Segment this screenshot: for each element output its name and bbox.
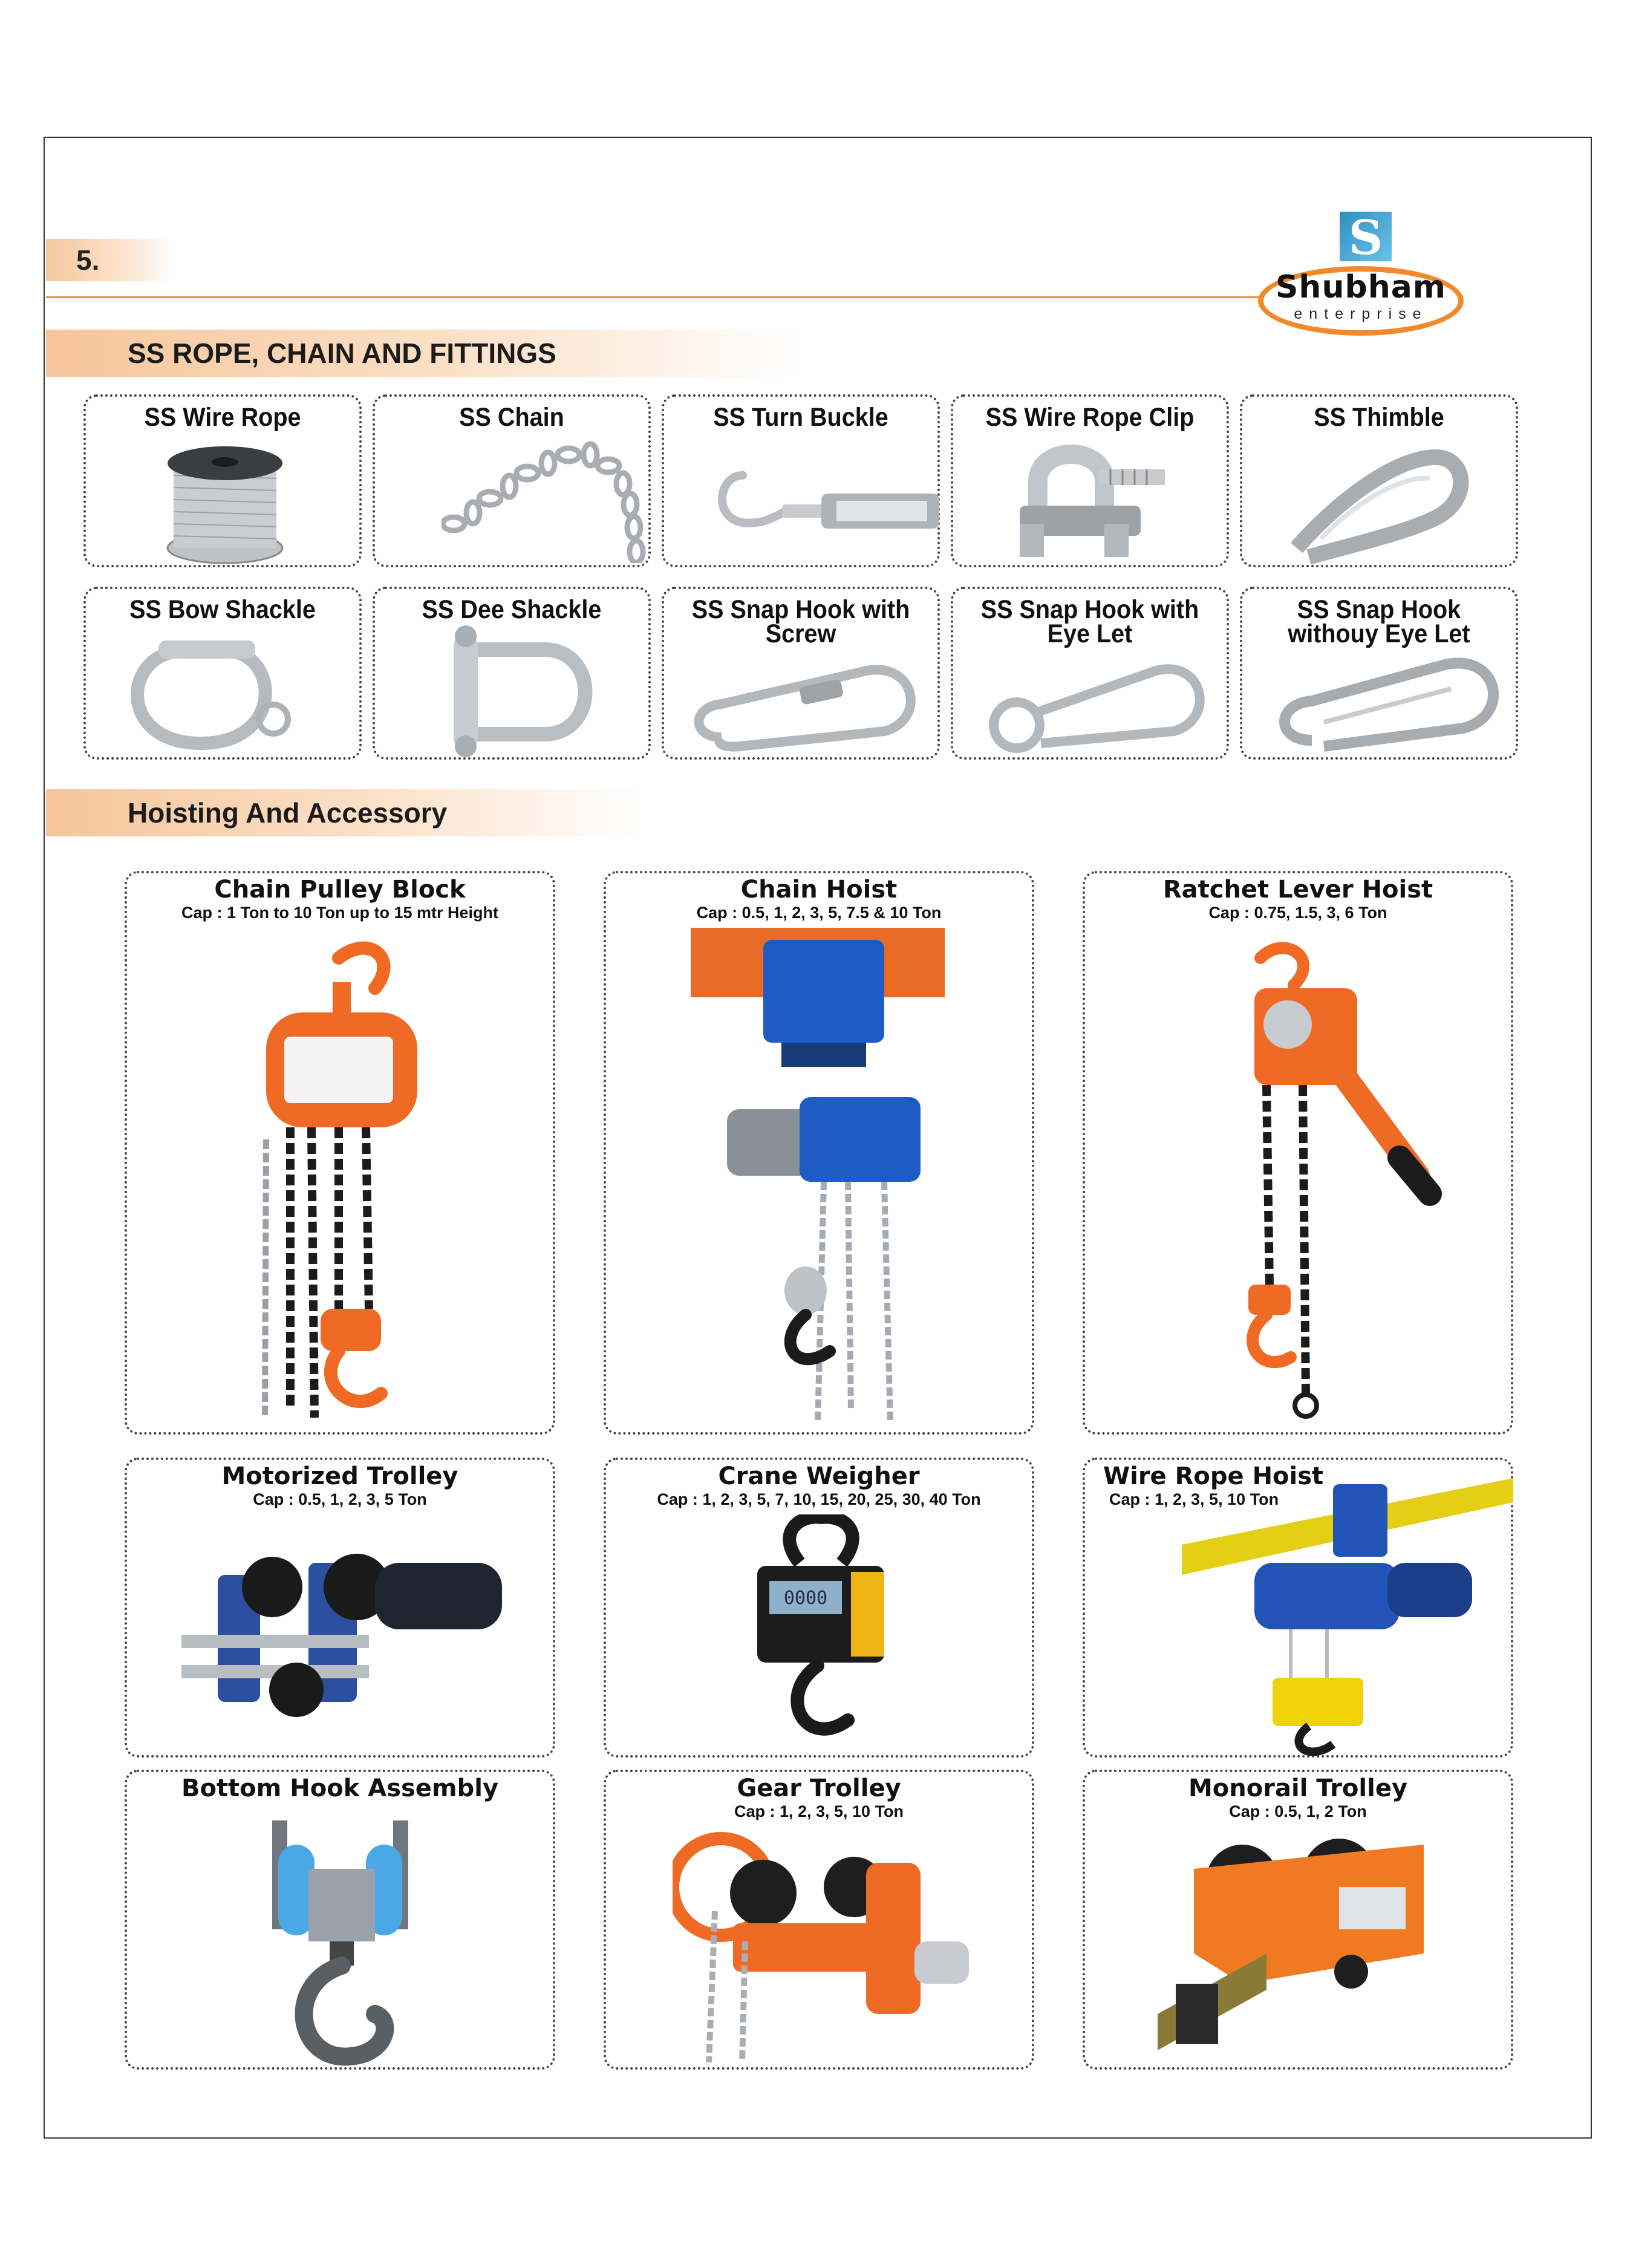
product-card-chain-pulley-block[interactable] bbox=[125, 871, 555, 1435]
wire-rope-clip-image bbox=[1014, 433, 1177, 566]
product-card-ratchet-lever-hoist[interactable] bbox=[1083, 871, 1513, 1435]
bow-shackle-image bbox=[122, 628, 328, 758]
product-card-snap-hook-eye-let[interactable] bbox=[951, 587, 1229, 760]
product-title: SS Wire Rope bbox=[144, 403, 301, 432]
product-card-bow-shackle[interactable] bbox=[83, 587, 362, 760]
product-card-turn-buckle[interactable] bbox=[662, 394, 940, 567]
chain-hoist-image bbox=[691, 928, 945, 1430]
product-card-monorail-trolley[interactable] bbox=[1083, 1770, 1513, 2070]
product-card-bottom-hook-assembly[interactable] bbox=[125, 1770, 555, 2070]
product-card-gear-trolley[interactable] bbox=[604, 1770, 1034, 2070]
section-fittings bbox=[46, 330, 802, 377]
dee-shackle-image bbox=[429, 625, 611, 758]
product-card-snap-hook-screw[interactable] bbox=[662, 587, 940, 760]
product-card-chain-hoist[interactable] bbox=[604, 871, 1034, 1435]
brand-subtitle: enterprise bbox=[1294, 305, 1428, 322]
product-title: Ratchet Lever Hoist bbox=[1162, 876, 1433, 904]
turn-buckle-image bbox=[706, 451, 939, 560]
page-number-tab bbox=[46, 239, 173, 281]
product-card-chain[interactable] bbox=[373, 394, 651, 567]
product-card-dee-shackle[interactable] bbox=[373, 587, 651, 760]
product-title: Motorized Trolley bbox=[221, 1462, 458, 1490]
gear-trolley-image bbox=[673, 1820, 975, 2068]
product-title: Wire Rope Hoist bbox=[1103, 1462, 1324, 1490]
brand-name: Shubham bbox=[1275, 269, 1446, 305]
bottom-hook-assembly-image bbox=[272, 1820, 417, 2068]
product-card-wire-rope-clip[interactable] bbox=[951, 394, 1229, 567]
chain-image bbox=[442, 433, 647, 563]
product-card-thimble[interactable] bbox=[1240, 394, 1518, 567]
wire-rope-hoist-image bbox=[1182, 1478, 1513, 1756]
snap-hook-screw-image bbox=[685, 647, 927, 755]
product-capacity: Cap : 0.75, 1.5, 3, 6 Ton bbox=[1208, 904, 1387, 922]
product-card-snap-hook-without-eye-let[interactable] bbox=[1240, 587, 1518, 760]
product-title: SS Wire Rope Clip bbox=[985, 403, 1195, 432]
product-capacity: Cap : 1, 2, 3, 5, 7, 10, 15, 20, 25, 30, 40 Ton bbox=[657, 1490, 981, 1508]
product-capacity: Cap : 1, 2, 3, 5, 10 Ton bbox=[734, 1802, 904, 1820]
product-title: SS Turn Buckle bbox=[713, 403, 888, 432]
product-title: Chain Hoist bbox=[740, 876, 898, 904]
product-capacity: Cap : 0.5, 1, 2, 3, 5, 7.5 & 10 Ton bbox=[696, 904, 942, 922]
product-title: SS Snap Hook with Screw bbox=[691, 595, 910, 648]
product-title: Crane Weigher bbox=[718, 1462, 920, 1490]
product-capacity: Cap : 1 Ton to 10 Ton up to 15 mtr Height bbox=[181, 904, 498, 922]
product-title: SS Snap Hook withouy Eye Let bbox=[1288, 595, 1470, 648]
snap-hook-eye-let-image bbox=[974, 647, 1216, 755]
header-rule bbox=[46, 296, 1304, 298]
chain-pulley-block-image bbox=[248, 922, 442, 1430]
product-title: SS Snap Hook with Eye Let bbox=[980, 595, 1199, 648]
product-title: SS Dee Shackle bbox=[422, 595, 602, 624]
wire-rope-image bbox=[158, 433, 292, 566]
product-title: Monorail Trolley bbox=[1188, 1774, 1408, 1802]
section-hoisting bbox=[46, 789, 645, 836]
thimble-image bbox=[1285, 433, 1478, 566]
product-card-motorized-trolley[interactable] bbox=[125, 1458, 555, 1758]
page-number: 5. bbox=[76, 244, 100, 276]
product-capacity: Cap : 1, 2, 3, 5, 10 Ton bbox=[1109, 1490, 1279, 1508]
product-title: SS Bow Shackle bbox=[129, 595, 316, 624]
logo-mark: S bbox=[1340, 212, 1392, 261]
brand-logo bbox=[1252, 209, 1482, 339]
product-card-crane-weigher[interactable] bbox=[604, 1458, 1034, 1758]
section-heading: Hoisting And Accessory bbox=[128, 797, 448, 829]
product-capacity: Cap : 0.5, 1, 2 Ton bbox=[1229, 1802, 1367, 1820]
product-title: Bottom Hook Assembly bbox=[181, 1774, 499, 1802]
section-heading: SS ROPE, CHAIN AND FITTINGS bbox=[128, 337, 556, 369]
motorized-trolley-image bbox=[175, 1539, 514, 1738]
product-title: Chain Pulley Block bbox=[214, 876, 466, 904]
ratchet-lever-hoist-image bbox=[1188, 922, 1442, 1430]
weigher-readout: 0000 bbox=[783, 1588, 828, 1609]
snap-hook-plain-image bbox=[1270, 644, 1505, 755]
product-title: SS Chain bbox=[459, 403, 564, 432]
product-title: Gear Trolley bbox=[737, 1774, 901, 1802]
product-title: SS Thimble bbox=[1314, 403, 1444, 432]
product-card-wire-rope-hoist[interactable] bbox=[1083, 1458, 1513, 1758]
monorail-trolley-image bbox=[1158, 1833, 1436, 2062]
crane-weigher-image bbox=[745, 1514, 896, 1753]
product-card-wire-rope[interactable] bbox=[83, 394, 362, 567]
product-capacity: Cap : 0.5, 1, 2, 3, 5 Ton bbox=[253, 1490, 427, 1508]
